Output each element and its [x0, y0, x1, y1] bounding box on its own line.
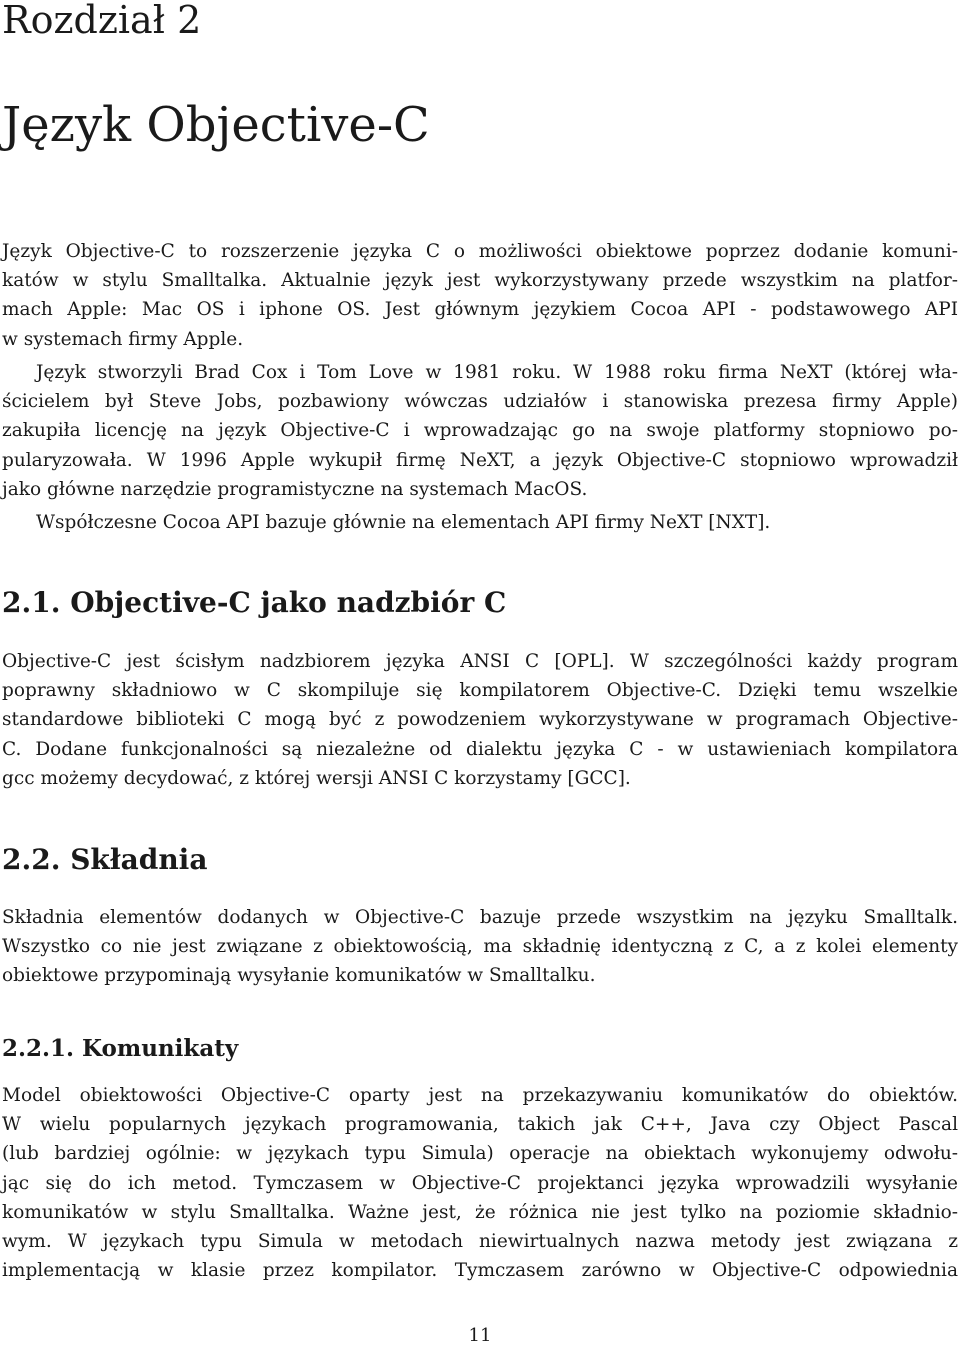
text-line: pularyzowała. W 1996 Apple wykupił firmę NeXT, a język Objective-C stopniowo wprowadził — [2, 449, 958, 471]
text-line: C. Dodane funkcjonalności są niezależne od dialektu języka C - w ustawieniach kompilatora — [2, 738, 958, 760]
intro-paragraph-1 — [2, 237, 958, 354]
text-line: implementacją w klasie przez kompilator. Tymczasem zarówno w Objective-C odpowiednia — [2, 1260, 958, 1282]
text-line: wym. W językach typu Simula w metodach niewirtualnych nazwa metody jest związana z — [2, 1231, 958, 1253]
section-heading-2-2: 2.2. Składnia — [2, 843, 208, 876]
text-line: ścicielem był Steve Jobs, pozbawiony wówczas udziałów i stanowiska prezesa firmy Apple) — [2, 391, 958, 413]
text-line: komunikatów w stylu Smalltalka. Ważne jest, że różnica nie jest tylko na poziomie składnio- — [2, 1201, 958, 1223]
text-line: poprawny składniowo w C skompiluje się kompilatorem Objective-C. Dzięki temu wszelkie — [2, 680, 958, 702]
text-line: standardowe biblioteki C mogą być z powodzeniem wykorzystywane w programach Objective- — [2, 709, 958, 731]
text-line: mach Apple: Mac OS i iphone OS. Jest głównym językiem Cocoa API - podstawowego API — [2, 299, 958, 321]
text-line: Objective-C jest ścisłym nadzbiorem języka ANSI C [OPL]. W szczególności każdy program — [2, 651, 958, 672]
text-line: W wielu popularnych językach programowania, takich jak C++, Java czy Object Pascal — [2, 1114, 958, 1136]
section-2-2-paragraph — [2, 903, 958, 991]
intro-paragraph-2 — [2, 358, 958, 504]
text-line: gcc możemy decydować, z której wersji ANSI C korzystamy [GCC]. — [2, 767, 631, 789]
section-2-1-paragraph — [2, 647, 958, 793]
chapter-label: Rozdział 2 — [2, 0, 202, 42]
text-line: Model obiektowości Objective-C oparty jest na przekazywaniu komunikatów do obiektów. — [2, 1085, 958, 1106]
text-line: Język stworzyli Brad Cox i Tom Love w 1981 roku. W 1988 roku firma NeXT (której wła- — [36, 362, 958, 383]
page-number: 11 — [468, 1325, 492, 1346]
text-line: Język Objective-C to rozszerzenie języka C o możliwości obiektowe poprzez dodanie komuni- — [2, 241, 958, 262]
intro-paragraph-3 — [2, 508, 958, 537]
text-line: Współczesne Cocoa API bazuje głównie na elementach API firmy NeXT [NXT]. — [36, 512, 771, 533]
text-line: obiektowe przypominają wysyłanie komunikatów w Smalltalku. — [2, 965, 596, 987]
text-line: jąc się do ich metod. Tymczasem w Objective-C projektanci języka wprowadzili wysyłanie — [2, 1172, 958, 1194]
text-line: zakupiła licencję na język Objective-C i wprowadzając go na swoje platformy stopniowo po- — [2, 420, 958, 442]
section-heading-2-1: 2.1. Objective-C jako nadzbiór C — [2, 586, 507, 619]
subsection-heading-2-2-1: 2.2.1. Komunikaty — [2, 1035, 239, 1062]
chapter-title: Język Objective-C — [2, 97, 430, 153]
text-line: Składnia elementów dodanych w Objective-C bazuje przede wszystkim na języku Smalltalk. — [2, 907, 958, 928]
text-line: w systemach firmy Apple. — [2, 328, 244, 350]
text-line: katów w stylu Smalltalka. Aktualnie język jest wykorzystywany przede wszystkim na platfor- — [2, 270, 958, 292]
text-line: (lub bardziej ogólnie: w językach typu Simula) operacje na obiektach wykonujemy odwołu- — [2, 1143, 958, 1165]
section-2-2-1-paragraph — [2, 1081, 958, 1285]
text-line: Wszystko co nie jest związane z obiektowością, ma składnię identyczną z C, a z kolei elementy — [2, 936, 958, 958]
text-line: jako główne narzędzie programistyczne na systemach MacOS. — [2, 478, 588, 500]
